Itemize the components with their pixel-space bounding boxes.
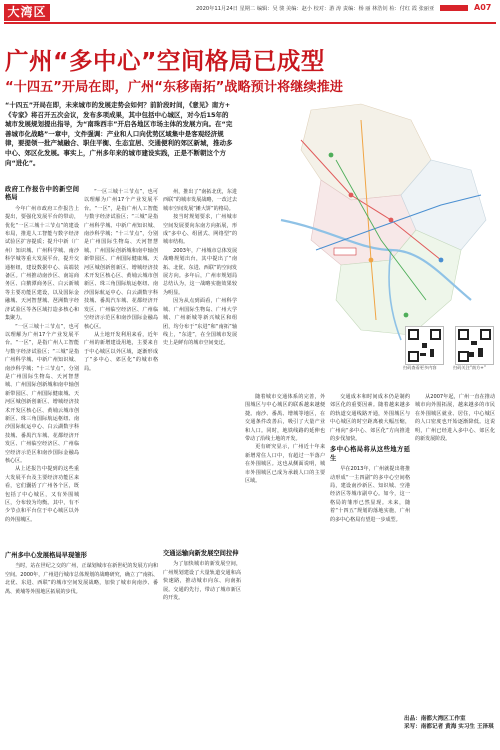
body-paragraph: 今年广州市政府工作报告上提出，要强化发展平台的带动，优化“一区三城十三节点”的建设布局，推进人工智能与数字经济试验区扩容提质；提升中新（广州）知识城、广州科学城、南沙科学城等重大发展平台，提升交通枢纽，建设数据中心、高端装备区。广州推动南沙区、南站商务区、白鹅潭商务区、白云新城等主要功能区建设，以及国际金融城、天河智慧城、琶洲数字经济试验区等各区域打造多核心和集聚力。 [5,205,79,322]
map-node-marker [369,258,374,263]
section-heading: 多中心格局将从这些地方延生 [330,446,410,462]
qr-code-1[interactable] [405,326,444,365]
page-number: A07 [474,3,492,12]
body-paragraph: 按当时规划要求，广州城市空间发展要向东南方向拓展，形成“多中心、组团式、网络型”的城市结构。 [163,214,237,246]
body-paragraph: 州，推出了“南拓北优，东进西联”的城市发展战略，一改过去城市空间发展“摊大饼”的格局。 [163,189,237,212]
article-column-4 [245,393,325,725]
main-headline: 广州“多中心”空间格局已成型 [5,47,325,75]
body-paragraph: 当时，站在世纪之交的广州，正谋划城市在新世纪的发展方向和空间。2000年，广州进行城市总体规划的战略研究，确立了“南拓、北优、东进、西联”的城市空间发展战略，加快了城市向南沙、番禺、黄埔等外围地区拓展的步伐。 [5,563,158,595]
body-paragraph: 交通成本和时间成本仍是制约郊区化的重要因素。随着越来越多的轨道交通线路开通，外围城区与中心城区的时空距离被大幅压缩，广州向“多中心、郊区化”方向推进的步伐加快。 [330,394,410,443]
issue-date-line: 2020年11月24日 星期二 编辑：吴 骏 美编：赵小 校对：游 涛 责编：杨 丽 林浩钊 检：付红 霞 张丽亚 [196,6,435,12]
body-paragraph: 从土地开发利用来看，近年广州的新增建设用地，主要来自于中心城区以外区域，逐渐形成了“多中心、郊区化”的城市格局。 [84,331,158,372]
body-paragraph: 从2007年起，广州一直在推动城市向外围拓展，越来越多的市民在外围城区就业、居住，中心城区的人口密度也开始逐渐降低。这说明，广州已经进入多中心、郊区化的新发展阶段。 [415,394,495,443]
article-column-2 [84,188,158,524]
body-paragraph: “一区三城十三节点”，也可以理解为广州17个产业发展平台。“一区”，是指广州人工智能与数字经济试验区；“三城”是指广州科学城、中新广州知识城、南沙科学城；“十三节点”，分别是广州国际生物岛、天河智慧城、广州国际创新城和南中轴创新带园区、广州国际健康城、天河区城创新创新区、增城经济技术开发区核心区、黄埔云城市创新区、珠三角国际航运枢纽、南沙国际航运中心、白云湖数字科技城、番禺汽车城、花都经济开发区、广州临空经济区、广州临空经济示范区和南沙国际金融岛核心区。 [5,323,79,464]
credits-line: 出品：南都大湾区工作室 [404,716,466,722]
body-paragraph: “一区三城十三节点”，也可以理解为广州17个产业发展平台。“一区”，是指广州人工智能与数字经济试验区；“三城”是指广州科学城、中新广州知识城、南沙科学城；“十三节点”，分别是广州国际生物岛、天河智慧城、广州国际创新城和南中轴创新带园区、广州国际健康城、天河区城创新创新区、增城经济技术开发区核心区、黄埔云城市创新区、珠三角国际航运枢纽、南沙国际航运中心、白云湖数字科技城、番禺汽车城、花都经济开发区、广州临空经济区、广州临空经济示范区和南沙国际金融岛核心区。 [84,189,158,330]
section-heading: 广州多中心发展格局早现雏形 [5,552,87,559]
article-column-6 [415,393,495,711]
map-node-marker [439,258,444,263]
credits-block [404,716,494,731]
body-paragraph: 因为从点到面看，广州科学城、广州国际生物岛、广州大学城、广州新城等新兴城区和组团，均分布于“东进”和“南拓”轴线上，“东进”，在全国城市发展史上是鲜有的城市空间变迁。 [163,298,237,347]
section-heading: 政府工作报告中的新空间格局 [5,186,79,202]
masthead-divider [4,22,496,24]
section-color-bar [440,5,468,11]
map-node-marker [349,193,354,198]
credits-line: 采写：南都记者 黄海 实习生 王泽琪 [404,723,494,730]
article-column-5 [330,393,410,725]
section-heading: 交通运输向新发展空间拉伸 [163,550,239,557]
article-column-3 [163,188,237,540]
qr-caption-1: 扫码查看更多内容 [403,365,437,370]
body-paragraph: 为了加快城市的新发展空间，广州规划建设了大量轨道交通和高快速路，推动城市向东、向南拓展。交通的先行，带动了城市新区的开发。 [163,561,241,602]
article-block-3 [163,547,241,725]
guangzhou-map-graphic [241,100,496,390]
sub-headline: “十四五”开局在即，广州“东移南拓”战略预计将继续推进 [5,80,343,95]
qr-caption-2: 扫码关注“南方+” [453,365,486,370]
body-paragraph: 更有研究显示，广州近十年来新增常住人口中，有超过一半落户在外围城区。这也从侧面说明，城市外围城区已成为承载人口的主要区域。 [245,444,325,485]
qr-code-2[interactable] [455,326,494,365]
body-paragraph: 随着城市交通体系的完善，外围城区与中心城区的联系越来越便捷。南沙、番禺、增城等地区，在交通条件改善后，吸引了大量产业和人口。同时，地铁线路的延伸也带动了沿线土地的开发。 [245,394,325,443]
map-label-box [334,248,356,255]
body-paragraph: 早在2013年，广州就提出将推动形成“一主四副”的多中心空间格局，建设南沙新区、知识城、空港经济区等城市副中心。如今，这一格局的雏形已然显现。未来，随着“十四五”规划的落地实施，广州的多中心格局有望进一步成型。 [330,466,410,523]
article-block-2 [5,549,158,725]
section-logo: 大湾区 [4,4,50,21]
map-node-marker [389,218,394,223]
body-paragraph: 从上述报告中提到的这些重大发展平台及主要经济功能区来看，它们囊括了广州各个区，既包括了中心城区，又有外围城区，分布较为均衡。其中，有不少节点和平台位于中心城区以外的外围城区。 [5,466,79,523]
map-node-marker [329,153,334,158]
lead-paragraph: “十四五”开局在即，未来城市的发展走势会如何？前阶段时间，《意见》南方+《专家》将召开五次会议，发布多项成果，其中包括中心城区，对今后15年的城市发展规划提出指导，为“南珠西丰”开启各地区市场主体的发展方向。在“完善城市化战略”一章中，文件强调：产业和人口向优势区域集中是客观经济规律，要提领一批产城融合、职住平衡、生态宜居、交通便利的郊区新城，推动多中心、郊区化发展。事实上，广州多年来的城市建设实践，正是不断朝这个方向“进化”。 [5,101,233,167]
map-node-marker [404,313,409,318]
body-paragraph: 2003年，广州城市总体发展战略规划出台，其中提出了“南拓、北优、东进、西联”的空间发展方向。多年后，广州市规划局总结认为，这一战略实施效果较为明显。 [163,247,237,296]
